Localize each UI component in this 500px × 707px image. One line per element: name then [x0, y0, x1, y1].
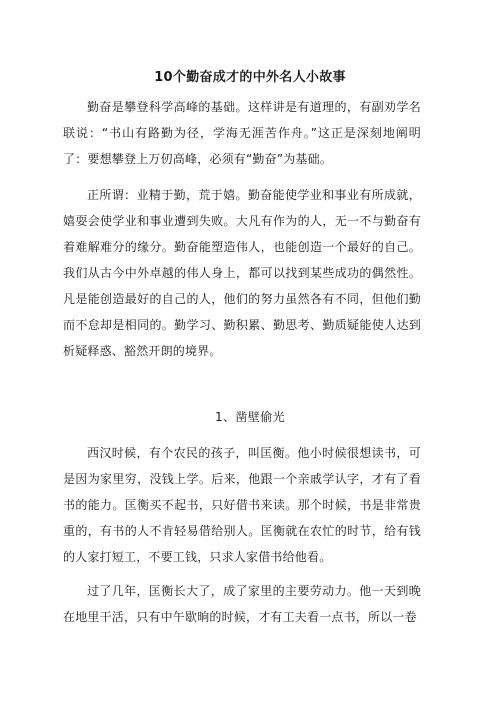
intro-paragraph-1: 勤奋是攀登科学高峰的基础。这样讲是有道理的，有副劝学名联说：“书山有路勤为径，学海无涯苦作舟。”这正是深刻地阐明了：要想攀登上万仞高峰，必须有“勤奋”为基础。 [63, 100, 421, 166]
story-paragraph-1: 西汉时候，有个农民的孩子，叫匡衡。他小时候很想读书，可是因为家里穷，没钱上学。后来，他跟一个亲戚学认字，才有了看书的能力。匡衡买不起书，只好借书来读。那个时候，书是非常贵重的，有书的人不肯轻易借给别人。匡衡就在农忙的时节，给有钱的人家打短工，不要工钱，只求人家借书给他看。 [63, 446, 421, 564]
document-title: 10个勤奋成才的中外名人小故事 [154, 70, 346, 85]
story-paragraph-2: 过了几年，匡衡长大了，成了家里的主要劳动力。他一天到晚在地里干活，只有中午歇晌的时候，才有工夫看一点书，所以一卷 [63, 584, 421, 624]
intro-paragraph-2: 正所谓：业精于勤，荒于嬉。勤奋能使学业和事业有所成就，嬉耍会使学业和事业遭到失败。大凡有作为的人，无一不与勤奋有着难解难分的缘分。勤奋能塑造伟人，也能创造一个最好的自己。我们从古今中外卓越的伟人身上，都可以找到某些成功的偶然性。凡是能创造最好的自己的人，他们的努力虽然各有不同，但他们勤而不怠却是相同的。勤学习、勤积累、勤思考、勤质疑能使人达到析疑释惑、豁然开朗的境界。 [63, 188, 421, 358]
section-heading: 1、凿壁偷光 [214, 410, 286, 424]
